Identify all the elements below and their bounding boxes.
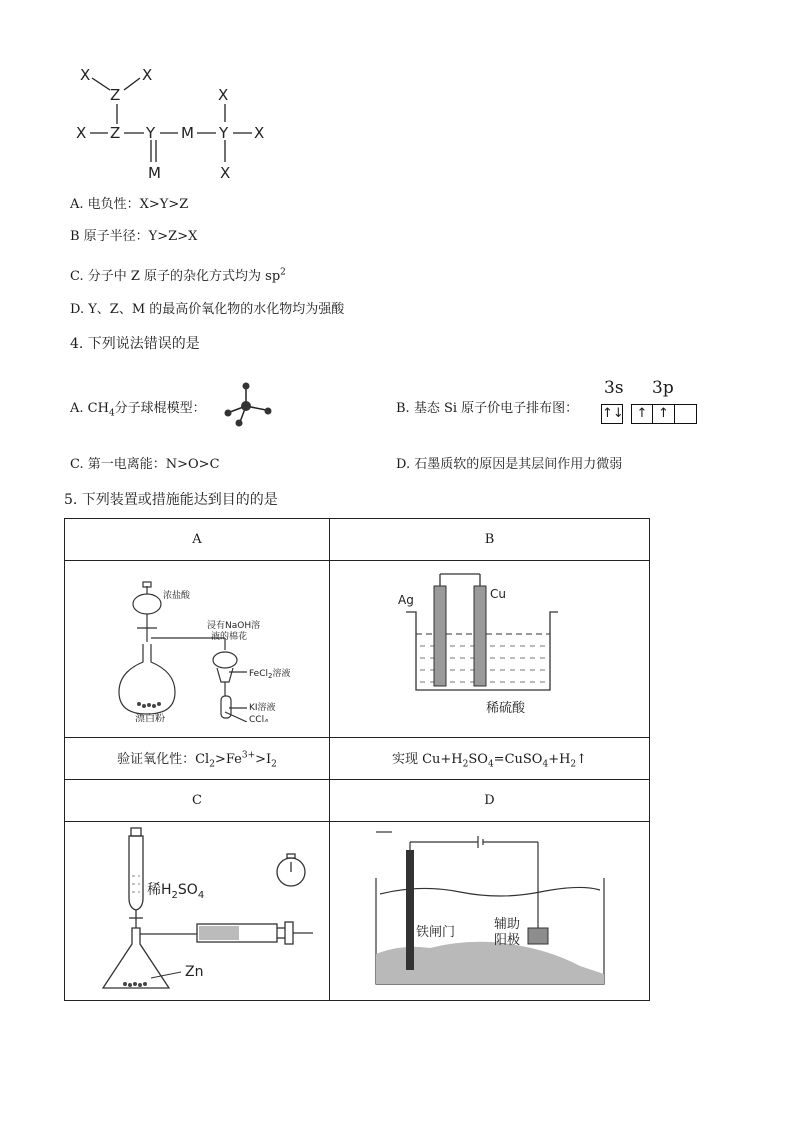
- svg-text:稀H2SO4: [147, 882, 204, 901]
- label-conc-hcl: 浓盐酸: [163, 591, 191, 601]
- apparatus-c: [77, 824, 317, 994]
- label-cotton-2: 液的棉花: [211, 632, 248, 642]
- orbital-box-3p: [675, 404, 697, 424]
- label-cu: Cu: [489, 587, 506, 601]
- figure-cell-c: [65, 822, 330, 1001]
- subscript: 4: [264, 718, 269, 722]
- label-cotton: 浸有NaOH溶: [207, 621, 261, 631]
- subscript: 2: [209, 759, 215, 770]
- option-a: A. 电负性：X>Y>Z: [70, 197, 189, 212]
- label-dilute-sulfuric-acid: 稀硫酸: [485, 701, 525, 716]
- orbital-diagram: [601, 403, 697, 424]
- ball-and-stick-model: [222, 380, 274, 428]
- atom-label: X: [218, 86, 229, 104]
- apparatus-d: [370, 824, 610, 994]
- column-header: B: [330, 519, 650, 561]
- caption-text: +H: [548, 751, 571, 767]
- atom-label: X: [254, 124, 265, 142]
- orbital-box-3p: ↑: [653, 404, 675, 424]
- caption-text: =CuSO: [493, 751, 543, 767]
- figure-cell-d: [330, 822, 650, 1001]
- question-5-stem: 5. 下列装置或措施能达到目的的是: [64, 492, 278, 508]
- superscript: 2: [280, 267, 286, 278]
- option-d: D. Y、Z、M 的最高价氧化物的水化物均为强酸: [70, 302, 345, 317]
- caption-text: 实现 Cu+H: [391, 751, 463, 767]
- superscript: 3+: [241, 750, 256, 761]
- q4-option-b: B. 基态 Si 原子价电子排布图：: [396, 401, 579, 416]
- q4-option-c: C. 第一电离能：N>O>C: [70, 457, 220, 472]
- subscript: 2: [271, 759, 277, 770]
- apparatus-table: [64, 518, 650, 1001]
- subscript: 4: [197, 890, 205, 901]
- caption-b: [330, 738, 650, 780]
- structural-formula: [70, 60, 280, 185]
- atom-label: Z: [110, 86, 121, 104]
- label-ag: Ag: [397, 593, 414, 607]
- label-fecl2-text: FeCl: [249, 669, 269, 679]
- subscript: 4: [542, 759, 549, 770]
- label-ccl4: CCl: [249, 715, 265, 722]
- atom-label: M: [148, 164, 161, 182]
- q4-option-d: D. 石墨质软的原因是其层间作用力微弱: [396, 457, 623, 472]
- subscript: 4: [108, 408, 115, 419]
- atom-label: X: [80, 66, 91, 84]
- label-ki: KI溶液: [249, 703, 276, 713]
- subscript: 2: [570, 759, 577, 770]
- orbital-box-3p: ↑: [631, 404, 653, 424]
- atom-label: X: [76, 124, 87, 142]
- caption-text: >I: [255, 751, 272, 767]
- apparatus-a: [97, 572, 297, 722]
- subscript: 2: [171, 890, 178, 901]
- label-3s: 3s: [604, 378, 624, 398]
- label-anode: 阳极: [493, 933, 520, 948]
- q4-option-a-text: A. CH: [70, 401, 109, 416]
- label-zn: Zn: [185, 964, 204, 980]
- atom-label: M: [181, 124, 194, 142]
- column-header: C: [65, 780, 330, 822]
- label-3p: 3p: [652, 378, 674, 398]
- atom-label: Y: [146, 124, 156, 142]
- atom-label: Y: [219, 124, 229, 142]
- subscript: 4: [487, 759, 494, 770]
- label-iron-gate: 铁闸门: [415, 925, 455, 940]
- option-b: B 原子半径：Y>Z>X: [70, 229, 198, 244]
- q4-option-a-text-2: 分子球棍模型：: [114, 401, 206, 416]
- orbital-box-3s: ↑↓: [601, 404, 623, 424]
- option-c-text: C. 分子中 Z 原子的杂化方式均为 sp: [70, 269, 281, 284]
- label-fecl2-text-2: 溶液: [272, 669, 291, 679]
- caption-text: 验证氧化性：Cl: [117, 751, 210, 767]
- subscript: 2: [462, 759, 469, 770]
- figure-cell-a: [65, 561, 330, 738]
- caption-a: [65, 738, 330, 780]
- svg-text:CCl4: [249, 715, 269, 722]
- column-header: A: [65, 519, 330, 561]
- subscript: 2: [268, 672, 273, 680]
- question-4-stem: 4. 下列说法错误的是: [70, 336, 200, 352]
- caption-text: ↑: [576, 751, 588, 767]
- label-dilute-h2so4-2: SO: [177, 882, 198, 898]
- label-dilute-h2so4: 稀H: [147, 882, 172, 898]
- atom-label: X: [142, 66, 153, 84]
- column-header: D: [330, 780, 650, 822]
- option-c: [70, 265, 286, 284]
- atom-label: Z: [110, 124, 121, 142]
- label-auxiliary: 辅助: [493, 917, 520, 932]
- label-fecl2: [249, 667, 291, 680]
- q4-option-a: [70, 397, 206, 419]
- caption-text: >Fe: [214, 751, 242, 767]
- figure-cell-b: [330, 561, 650, 738]
- atom-label: X: [220, 164, 231, 182]
- label-bleach: 漂白粉: [135, 714, 165, 722]
- caption-text: SO: [468, 751, 488, 767]
- apparatus-b: [390, 572, 590, 722]
